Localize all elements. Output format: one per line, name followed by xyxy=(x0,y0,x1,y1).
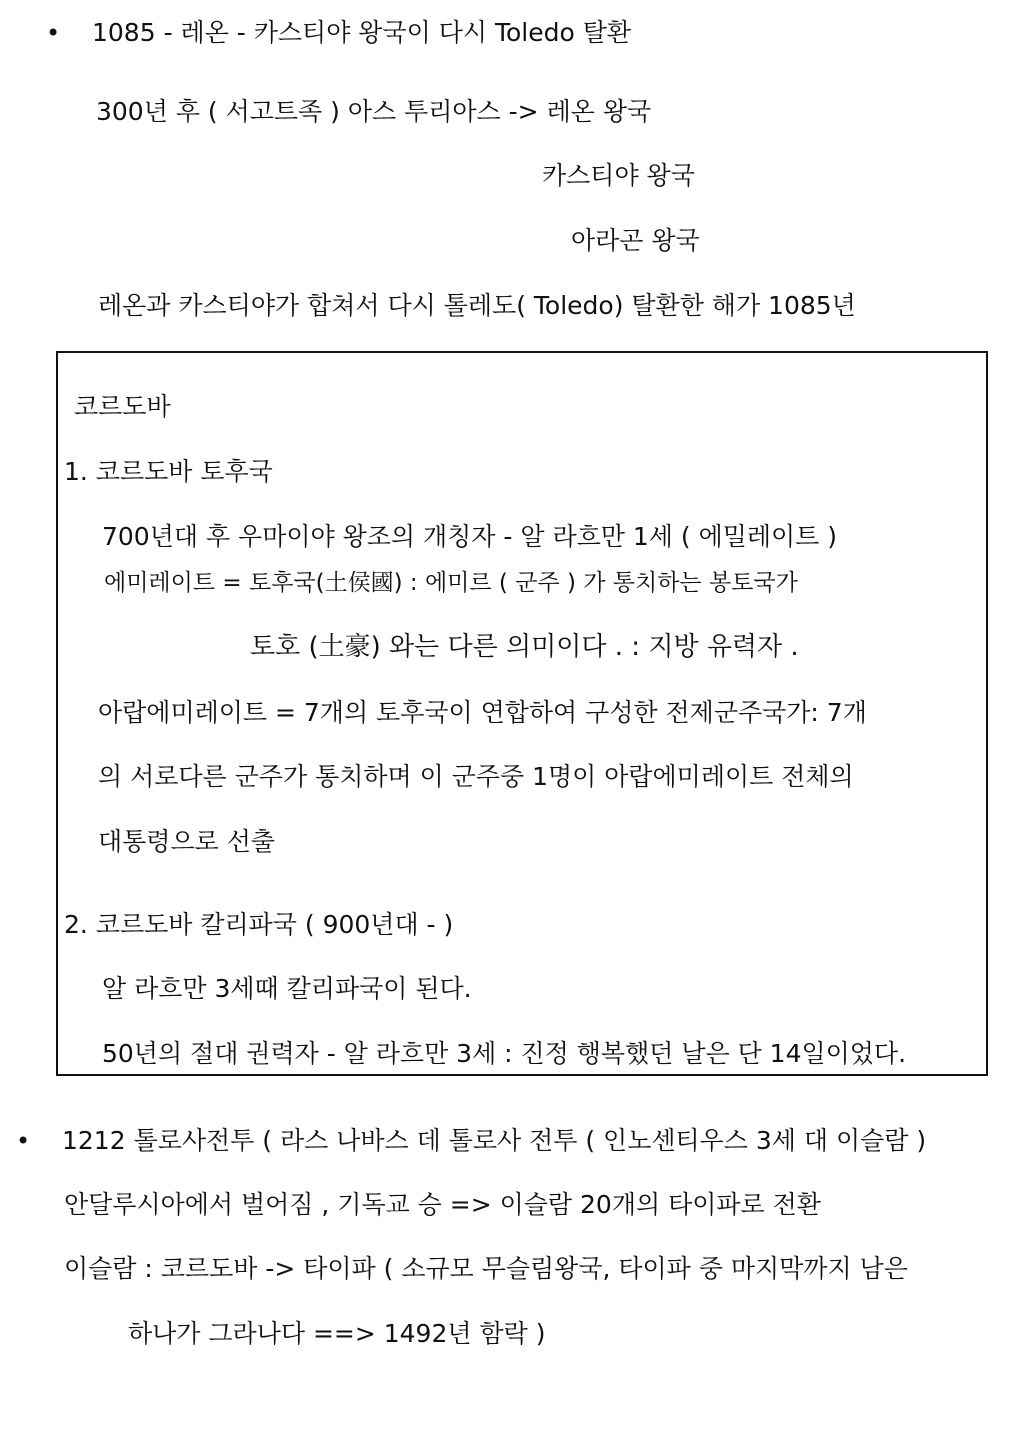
section1-line1: 300년 후 ( 서고트족 ) 아스 투리아스 -> 레온 왕국 xyxy=(96,97,652,126)
section2-heading: 1212 톨로사전투 ( 라스 나바스 데 톨로사 전투 ( 인노센티우스 3세 대 이슬람 ) xyxy=(62,1126,927,1155)
box-title: 코르도바 xyxy=(74,392,171,421)
item1-line5: 의 서로다른 군주가 통치하며 이 군주중 1명이 아랍에미레이트 전체의 xyxy=(98,762,854,791)
section1-line4: 레온과 카스티야가 합쳐서 다시 톨레도( Toledo) 탈환한 해가 1085년 xyxy=(98,291,856,320)
section2-line1: 안달루시아에서 벌어짐 , 기독교 승 => 이슬람 20개의 타이파로 전환 xyxy=(64,1190,821,1219)
item1-heading: 1. 코르도바 토후국 xyxy=(64,457,273,486)
item1-line2: 에미레이트 = 토후국(土侯國) : 에미르 ( 군주 ) 가 통치하는 봉토국가 xyxy=(104,570,798,596)
item1-line3: 토호 (土豪) 와는 다른 의미이다 . : 지방 유력자 . xyxy=(250,632,799,662)
item2-line2: 50년의 절대 권력자 - 알 라흐만 3세 : 진정 행복했던 날은 단 14일이었다. xyxy=(102,1039,907,1068)
item1-line6: 대통령으로 선출 xyxy=(98,827,275,856)
bullet-2: • xyxy=(16,1127,31,1155)
section2-line2: 이슬람 : 코르도바 -> 타이파 ( 소규모 무슬림왕국, 타이파 중 마지막까지 남은 xyxy=(64,1254,908,1283)
section1-line3: 아라곤 왕국 xyxy=(571,226,700,255)
bullet-1: • xyxy=(46,19,61,47)
section2-line3: 하나가 그라나다 ==> 1492년 함락 ) xyxy=(128,1319,546,1348)
section1-heading: 1085 - 레온 - 카스티야 왕국이 다시 Toledo 탈환 xyxy=(92,18,631,47)
item1-line4: 아랍에미레이트 = 7개의 토후국이 연합하여 구성한 전제군주국가: 7개 xyxy=(98,698,867,727)
section1-line2: 카스티야 왕국 xyxy=(542,161,695,190)
item2-line1: 알 라흐만 3세때 칼리파국이 된다. xyxy=(102,974,472,1003)
item2-heading: 2. 코르도바 칼리파국 ( 900년대 - ) xyxy=(64,910,454,939)
item1-line1: 700년대 후 우마이야 왕조의 개칭자 - 알 라흐만 1세 ( 에밀레이트 ) xyxy=(102,522,838,551)
